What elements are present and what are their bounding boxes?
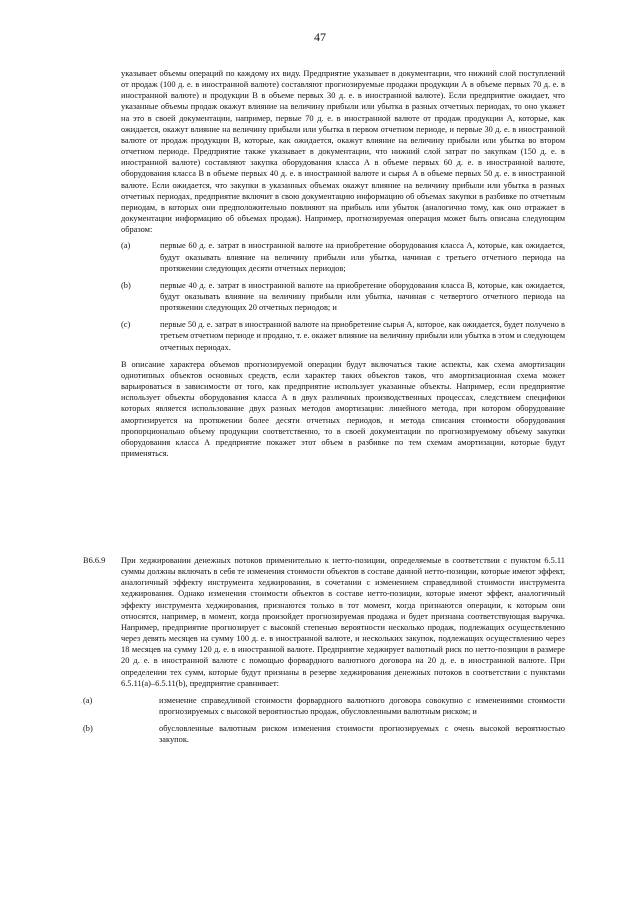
section-b6-6-9 xyxy=(83,555,565,752)
list-item-label: (b) xyxy=(121,280,131,290)
list-item xyxy=(83,723,565,745)
list-item xyxy=(83,695,565,717)
page-number: 47 xyxy=(314,30,326,44)
list-item xyxy=(121,280,565,313)
list-item xyxy=(121,240,565,273)
intro-paragraph: указывает объемы операций по каждому их виду. Предприятие указывает в документации, что нижний слой поступлений от продаж (100 д. е. в иностранной валюте) составляют прогнозируемые продажи продукции А в объеме первых 70 д. е. в иностранной валюте) и продукции В в объеме первых 30 д. е. в иностранной валюте). Если предприятие ожидает, что указанные объемы продаж окажут влияние на величину прибыли или убытка в разных отчетных периодах, то оно укажет на это в своей документации, например, первые 70 д. е. в иностранной валюте от продаж продукции А, которые, как ожидается, окажут влияние на величину прибыли или убытка в первом отчетном периоде, и первые 30 д. е. в иностранной валюте от продаж продукции В, которые, как ожидается, окажут влияние на величину прибыли или убытка во втором отчетном периоде. Предприятие также указывает в документации, что нижний слой затрат по закупкам (150 д. е. в иностранной валюте) составляют закупка оборудования класса А в объеме первых 60 д. е. в иностранной валюте, оборудования класса В в объеме первых 40 д. е. в иностранной валюте и сырья А в объеме первых 50 д. е. в иностранной валюте. Если ожидается, что закупки в указанных объемах окажут влияние на величину прибыли или убытка в разных отчетных периодах, предприятие включит в свою документацию информацию об объемах закупки в разбивке по отчетным периодам, в которых они предположительно повлияют на прибыль или убыток (аналогично тому, как оно отражает в документации информацию об объемах продаж). Например, прогнозируемая операция может быть описана следующим образом: xyxy=(121,69,565,235)
list-item xyxy=(121,319,565,352)
list-item-text: первые 50 д. е. затрат в иностранной валюте на приобретение сырья А, которое, как ожидается, будет получено в третьем отчетном периоде и продано, т. е. окажет влияние на величину прибыли или убытка в этом и следующем отчетных периодах. xyxy=(160,320,565,352)
list-item-label: (a) xyxy=(83,695,93,705)
section-number: B6.6.9 xyxy=(83,556,106,565)
section-paragraph: При хеджировании денежных потоков применительно к нетто-позиции, определяемые в соответствии с пунктом 6.5.11 суммы должны включать в себя те изменения стоимости объектов в составе данной нетто-позиции, которые имеют эффект, аналогичный эффекту инструмента хеджирования, в сочетании с изменением справедливой стоимости инструмента хеджирования. Однако изменения стоимости объектов в составе нетто-позиции, которые имеют эффект, аналогичный эффекту инструмента хеджирования, признаются только в тот момент, когда признаются операции, к которым они относятся, например, в момент, когда произойдет прогнозируемая продажа и будет признана соответствующая выручка. Например, предприятие прогнозирует с высокой степенью вероятности несколько продаж, подлежащих осуществлению через девять месяцев на сумму 100 д. е. в иностранной валюте, и нескольких закупок, подлежащих осуществлению через 18 месяцев на сумму 120 д. е. в иностранной валюте. Предприятие хеджирует валютный риск по нетто-позиции в размере 20 д. е. в иностранной валюте с помощью форвардного валютного договора на 20 д. е. в иностранной валюте. При определении тех сумм, которые будут признаны в резерве хеджирования денежных потоков в соответствии с пунктами 6.5.11(a)–6.5.11(b), предприятие сравнивает: xyxy=(121,556,565,688)
list-item-label: (a) xyxy=(121,241,131,251)
section-list xyxy=(83,695,565,746)
list-item-text: первые 60 д. е. затрат в иностранной валюте на приобретение оборудования класса А, которые, как ожидается, будут оказывать влияние на величину прибыли или убытка, начиная с третьего отчетного периода на протяжении следующих десяти отчетных периодов; xyxy=(160,241,565,273)
list-item-text: первые 40 д. е. затрат в иностранной валюте на приобретение оборудования класса В, которые, как ожидается, будут оказывать влияние на величину прибыли или убытка, начиная с четвертого отчетного периода на протяжении следующих 20 отчетных периодов; и xyxy=(160,280,565,313)
list-item-text: обусловленные валютным риском изменения стоимости прогнозируемых с очень высокой вероятностью закупок. xyxy=(159,724,565,745)
forecast-list xyxy=(121,240,565,352)
list-item-label: (c) xyxy=(121,320,131,330)
second-paragraph: В описание характера объемов прогнозируемой операции будут включаться такие аспекты, как схема амортизации однотипных объектов основных средств, если характер таких объектов таков, что амортизационная схема может варьироваться в зависимости от того, как предприятие использует указанные объекты. Например, если предприятие использует объекты оборудования класса А в двух различных производственных процессах, следствием специфики которых является использование двух разных методов амортизации: линейного метода, при котором оборудование амортизируется на протяжении более десяти отчетных периодов, и метода списания стоимости оборудования пропорционально объему продукции соответственно, то в своей документации по прогнозируемому объему закупки оборудования класса А предприятие покажет этот объем в разбивке по тем схемам амортизации, которые будут применяться. xyxy=(121,359,565,458)
list-item-text: изменение справедливой стоимости форвардного валютного договора совокупно с изменениями стоимости прогнозируемых с высокой вероятностью продаж, обусловленными валютным риском; и xyxy=(159,695,565,717)
main-content xyxy=(121,68,565,459)
list-item-label: (b) xyxy=(83,724,93,734)
